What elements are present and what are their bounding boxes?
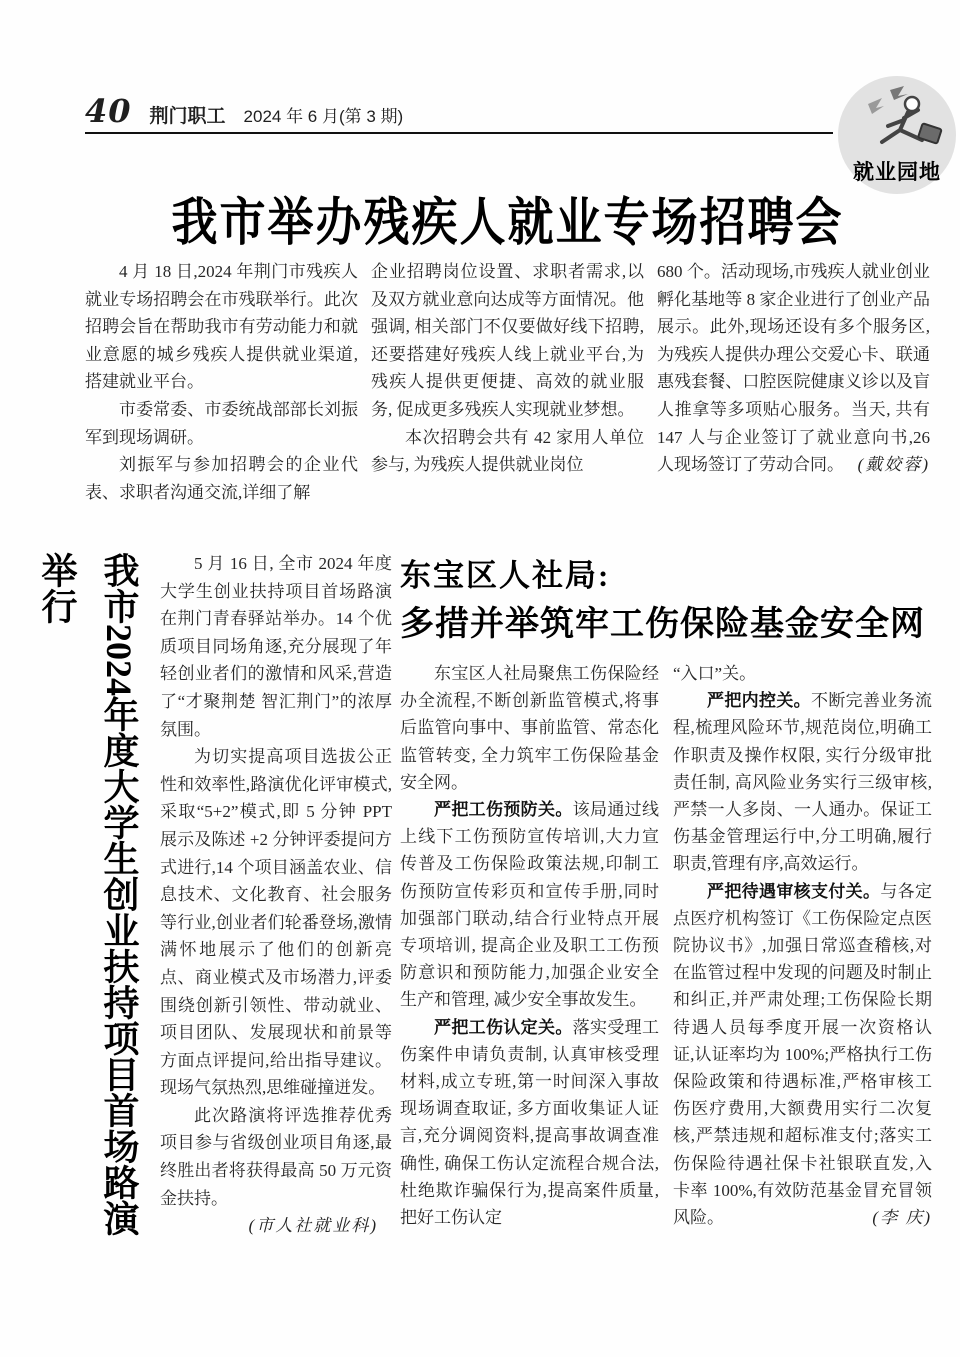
paragraph-text: 与各定点医疗机构签订《工伤保险定点医院协议书》,加强日常巡查稽核,对在监管过程中发现的问题及时制止和纠正,并严肃处理;工伤保险长期待遇人员每季度开展一次资格认证,认证率均为 100%;严格执行工伤保险政策和待遇标准,严格审核工伤医疗费用,大额费用实行二次复核,严禁违规和超标准支付;落实工伤保险待遇社保卡社银联直发,入卡率 100%,有效防范基金冒充冒领风险。 xyxy=(673,881,933,1228)
paragraph: 4 月 18 日,2024 年荆门市残疾人就业专场招聘会在市残联举行。此次招聘会旨在帮助我市有劳动能力和就业意愿的城乡残疾人提供就业渠道,搭建就业平台。 xyxy=(85,262,358,392)
issue-date: 2024 年 6 月(第 3 期) xyxy=(243,107,404,126)
header-rule xyxy=(85,132,833,134)
paragraph: 5 月 16 日, 全市 2024 年度大学生创业扶持项目首场路演在荆门青春驿站举办。14 个优质项目同场角逐,充分展现了年轻创业者们的激情和风采,营造了“才聚荆楚 智汇荆门”的浓厚氛围。 xyxy=(160,554,392,739)
jobfair-column-1 xyxy=(85,258,358,508)
insurance-byline: (李 庆) xyxy=(872,1208,932,1228)
insurance-column-1 xyxy=(400,660,659,1260)
article-roadshow-body xyxy=(160,550,392,1266)
paragraph: 本次招聘会共有 42 家用人单位参与, 为残疾人提供就业岗位 xyxy=(371,427,644,475)
roadshow-byline: (市人社就业科) xyxy=(248,1216,378,1236)
jobfair-column-2 xyxy=(371,258,644,508)
paragraph: 为切实提高项目选拔公正性和效率性,路演优化评审模式,采取“5+2”模式,即 5 分钟 PPT 展示及陈述 +2 分钟评委提问方式进行,14 个项目涵盖农业、信息技术、文化教育、社会服务等行业,创业者们轮番登场,激情满怀地展示了他们的创新亮点、商业模式及市场潜力,评委围绕创新引领性、带动就业、项目团队、发展现状和前景等方面点评提问,给出指导建议。 现场气氛热烈,思维碰撞迸发。 xyxy=(160,747,392,1098)
badge-label: 就业园地 xyxy=(853,161,941,184)
paragraph-text: 落实受理工伤案件申请负责制, 认真审核受理材料,成立专班,第一时间深入事故现场调查取证, 多方面收集证人证言,充分调阅资料,提高事故调查准确性, 确保工伤认定流程合规合法, 杜绝欺诈骗保行为,提高案件质量,把好工伤认定 xyxy=(400,1017,660,1228)
publication-name: 荆门职工 xyxy=(149,106,226,127)
insurance-title-line2: 多措并举筑牢工伤保险基金安全网 xyxy=(400,606,925,643)
paragraph: 东宝区人社局聚焦工伤保险经办全流程,不断创新监管模式,将事后监管向事中、事前监管、常态化监管转变, 全力筑牢工伤保险基金安全网。 xyxy=(400,664,659,792)
insurance-column-2 xyxy=(673,660,932,1260)
paragraph xyxy=(400,1014,659,1232)
paragraph-text: 680 个。活动现场,市残疾人就业创业孵化基地等 8 家企业进行了创业产品展示。此外,现场还设有多个服务区, 为残疾人提供办理公交爱心卡、联通惠残套餐、口腔医院健康义诊以及盲人推拿等多项贴心服务。当天, 共有 147 人与企业签订了就业意向书,26 人现场签订了劳动合同。 xyxy=(657,262,930,475)
paragraph: 此次路演将评选推荐优秀项目参与省级创业项目角逐,最终胜出者将获得最高 50 万元资金扶持。 xyxy=(160,1105,392,1208)
masthead xyxy=(85,92,403,130)
paragraph-lead: 严把待遇审核支付关。 xyxy=(707,881,881,901)
paragraph-text: 不断完善业务流程,梳理风险环节,规范岗位,明确工作职责及操作权限, 实行分级审批责任制, 高风险业务实行三级审核,严禁一人多岗、一人通办。保证工伤基金管理运行中,分工明确,履行职责,管理有序,高效运行。 xyxy=(673,691,932,874)
paragraph: 刘振军与参加招聘会的企业代表、求职者沟通交流,详细了解 xyxy=(85,455,358,502)
jobfair-byline: (戴姣蓉) xyxy=(857,455,930,475)
paragraph: 市委常委、市委统战部部长刘振军到现场调研。 xyxy=(85,399,358,447)
insurance-title-line1: 东宝区人社局: xyxy=(400,558,611,593)
article-insurance-body xyxy=(400,660,932,1260)
paragraph-lead: 严把内控关。 xyxy=(707,691,811,711)
article-jobfair-title: 我市举办残疾人就业专场招聘会 xyxy=(171,193,844,252)
paragraph xyxy=(657,258,930,479)
paragraph xyxy=(673,878,932,1232)
article-jobfair-body xyxy=(85,258,930,508)
page-number: 40 xyxy=(85,92,132,130)
article-insurance-title xyxy=(400,552,932,650)
paragraph xyxy=(673,687,932,877)
paragraph: “入口”关。 xyxy=(673,664,757,683)
paragraph: 企业招聘岗位设置、求职者需求,以及双方就业意向达成等方面情况。他强调, 相关部门不仅要做好线下招聘, 还要搭建好残疾人线上就业平台,为残疾人提供更便捷、高效的就业服务, 促成更多残疾人实现就业梦想。 xyxy=(371,262,644,419)
jobfair-column-3 xyxy=(657,258,930,508)
employment-section-badge xyxy=(838,76,956,194)
paragraph xyxy=(400,796,659,1014)
paragraph-lead: 严把工伤认定关。 xyxy=(434,1017,573,1037)
article-roadshow-vertical-title: 我市2024年度大学生创业扶持项目首场路演举行 xyxy=(37,552,139,1236)
paragraph-text: 该局通过线上线下工伤预防宣传培训,大力宣传普及工伤保险政策法规,印制工伤预防宣传彩页和宣传手册,同时加强部门联动,结合行业特点开展专项培训, 提高企业及职工工伤预防意识和预防能力,加强企业安全生产和管理, 减少安全事故发生。 xyxy=(400,800,660,1010)
paragraph-lead: 严把工伤预防关。 xyxy=(434,800,573,820)
